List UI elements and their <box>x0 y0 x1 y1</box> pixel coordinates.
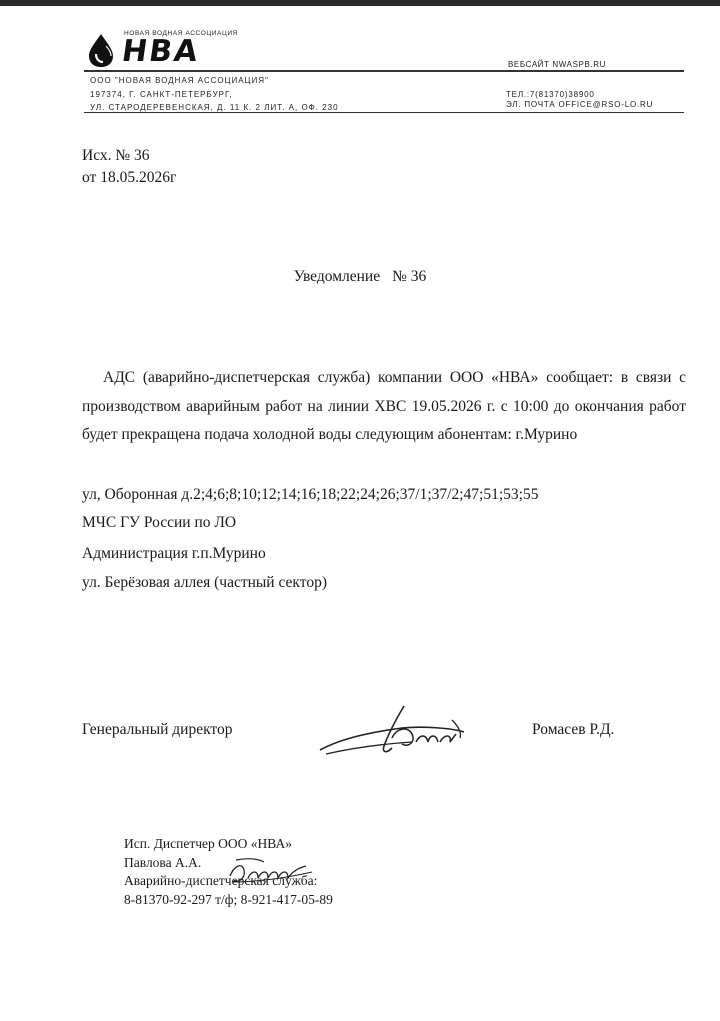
document-title <box>0 268 720 286</box>
recipient-line: МЧС ГУ России по ЛО <box>82 514 237 531</box>
recipient-line: Администрация г.п.Мурино <box>82 545 266 562</box>
footer-line: 8-81370-92-297 т/ф; 8-921-417-05-89 <box>124 891 333 907</box>
letterhead-divider <box>84 70 684 72</box>
logo-wordmark: НВА <box>119 34 202 69</box>
letterhead-bottom-divider <box>84 112 684 113</box>
signatory-name: Ромасев Р.Д. <box>532 721 615 738</box>
dispatcher-signature <box>226 852 316 888</box>
address-line: УЛ. СТАРОДЕРЕВЕНСКАЯ, Д. 11 К. 2 ЛИТ. А, ОФ. 230 <box>90 103 339 112</box>
water-drop-logo-icon <box>84 32 118 68</box>
footer-line: Павлова А.А. <box>124 854 202 870</box>
website-text: ВЕБСАЙТ NWASPB.RU <box>508 60 606 69</box>
top-edge-bar <box>0 0 720 6</box>
notice-paragraph: АДС (аварийно-диспетчерская служба) компании ООО «НВА» сообщает: в связи с производством аварийным работ на линии ХВС 19.05.2026 г. с 10:00 до окончания работ будет прекращена подача холодной воды следующим абонентам: г.Мурино <box>82 369 686 443</box>
address-list-line: ул, Оборонная д.2;4;6;8;10;12;14;16;18;22;24;26;37/1;37/2;47;51;53;55 <box>82 486 539 503</box>
company-logo <box>84 30 244 70</box>
letterhead-address <box>90 74 339 115</box>
outgoing-number: Исх. № 36 <box>82 147 150 164</box>
director-signature <box>312 698 472 768</box>
footer-line: Аварийно-диспетчерская служба: <box>124 873 318 888</box>
address-line: ООО "НОВАЯ ВОДНАЯ АССОЦИАЦИЯ" <box>90 76 269 85</box>
logo-caption: НОВАЯ ВОДНАЯ АССОЦИАЦИЯ <box>124 30 238 37</box>
signatory-position: Генеральный директор <box>82 721 233 738</box>
address-line: 197374, Г. САНКТ-ПЕТЕРБУРГ, <box>90 89 233 99</box>
title-label: Уведомление <box>293 268 381 285</box>
phone-text: ТЕЛ.:7(81370)38900 <box>506 90 595 99</box>
email-text: ЭЛ. ПОЧТА OFFICE@RSO-LO.RU <box>506 100 654 109</box>
recipient-line: ул. Берёзовая аллея (частный сектор) <box>82 574 327 591</box>
notice-body <box>82 364 686 450</box>
footer-line: Исп. Диспетчер ООО «НВА» <box>124 836 292 851</box>
outgoing-date: от 18.05.2026г <box>82 169 177 186</box>
title-number: № 36 <box>392 268 427 285</box>
outgoing-reference <box>82 145 176 189</box>
letterhead-contacts <box>506 90 653 110</box>
